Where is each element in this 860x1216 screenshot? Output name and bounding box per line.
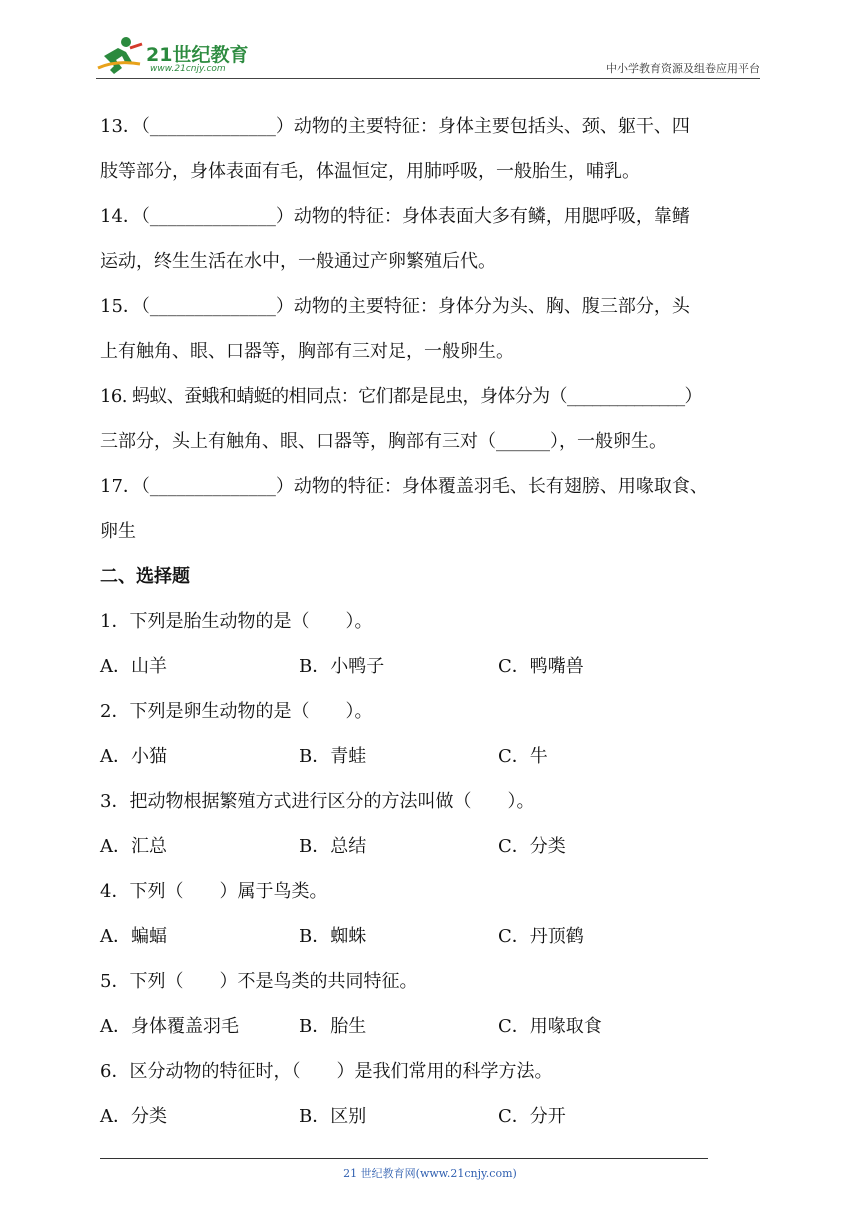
page-header [96,28,760,80]
option-a: A．小猫 [100,746,167,767]
option-c: C．分类 [498,836,566,857]
question-line: 16. 蚂蚁、蚕蛾和蜻蜓的相同点：它们都是昆虫，身体分为（______________） [100,386,702,407]
fill-in-question [100,104,764,194]
options-row [100,914,764,959]
question-line: 肢等部分，身体表面有毛，体温恒定，用肺呼吸，一般胎生，哺乳。 [100,161,640,182]
fill-in-question [100,374,764,464]
worksheet-body [100,104,764,1139]
option-a: A．身体覆盖羽毛 [100,1016,239,1037]
option-a: A．山羊 [100,656,167,677]
logo-url: www.21cnjy.com [150,64,226,74]
option-c: C．分开 [498,1106,566,1127]
choice-question [100,689,764,779]
options-row [100,824,764,869]
question-stem: 5．下列（ ）不是鸟类的共同特征。 [100,971,418,992]
option-c: C．牛 [498,746,548,767]
option-c: C．鸭嘴兽 [498,656,584,677]
question-line: 17．（______________）动物的特征：身体覆盖羽毛、长有翅膀、用喙取食、 [100,476,708,497]
platform-name: 中小学教育资源及组卷应用平台 [606,62,760,75]
option-b: B．蜘蛛 [299,926,367,947]
choice-question [100,599,764,689]
option-a: A．分类 [100,1106,167,1127]
fill-in-question [100,464,764,554]
question-line: 运动，终生生活在水中，一般通过产卵繁殖后代。 [100,251,496,272]
question-stem: 1．下列是胎生动物的是（ ）。 [100,611,373,632]
question-line: 15．（______________）动物的主要特征：身体分为头、胸、腹三部分，头 [100,296,690,317]
option-b: B．青蛙 [299,746,367,767]
choice-question [100,1049,764,1139]
question-stem: 2．下列是卵生动物的是（ ）。 [100,701,373,722]
option-b: B．胎生 [299,1016,367,1037]
option-a: A．汇总 [100,836,167,857]
question-line: 14．（______________）动物的特征：身体表面大多有鳞，用腮呼吸，靠鳍 [100,206,690,227]
site-logo[interactable] [96,34,296,78]
section-title: 二、选择题 [100,566,190,587]
option-b: B．小鸭子 [299,656,385,677]
header-divider [96,78,760,79]
option-b: B．区别 [299,1106,367,1127]
option-a: A．蝙蝠 [100,926,167,947]
question-stem: 3．把动物根据繁殖方式进行区分的方法叫做（ ）。 [100,791,535,812]
option-c: C．丹顶鹤 [498,926,584,947]
question-line: 卵生 [100,521,136,542]
footer-link[interactable]: 21 世纪教育网(www.21cnjy.com) [343,1167,517,1180]
question-stem: 6．区分动物的特征时，（ ）是我们常用的科学方法。 [100,1061,553,1082]
runner-logo-icon [96,34,144,78]
options-row [100,1094,764,1139]
choice-question [100,959,764,1049]
fill-in-question [100,284,764,374]
options-row [100,1004,764,1049]
question-line: 上有触角、眼、口器等，胸部有三对足，一般卵生。 [100,341,514,362]
logo-title: 21世纪教育 [146,44,249,66]
question-stem: 4．下列（ ）属于鸟类。 [100,881,328,902]
choice-question [100,779,764,869]
question-line: 13．（______________）动物的主要特征：身体主要包括头、颈、躯干、四 [100,116,690,137]
options-row [100,734,764,779]
choice-question [100,869,764,959]
option-c: C．用喙取食 [498,1016,602,1037]
footer-divider [100,1158,708,1159]
option-b: B．总结 [299,836,367,857]
options-row [100,644,764,689]
fill-in-question [100,194,764,284]
question-line: 三部分，头上有触角、眼、口器等，胸部有三对（______），一般卵生。 [100,431,667,452]
